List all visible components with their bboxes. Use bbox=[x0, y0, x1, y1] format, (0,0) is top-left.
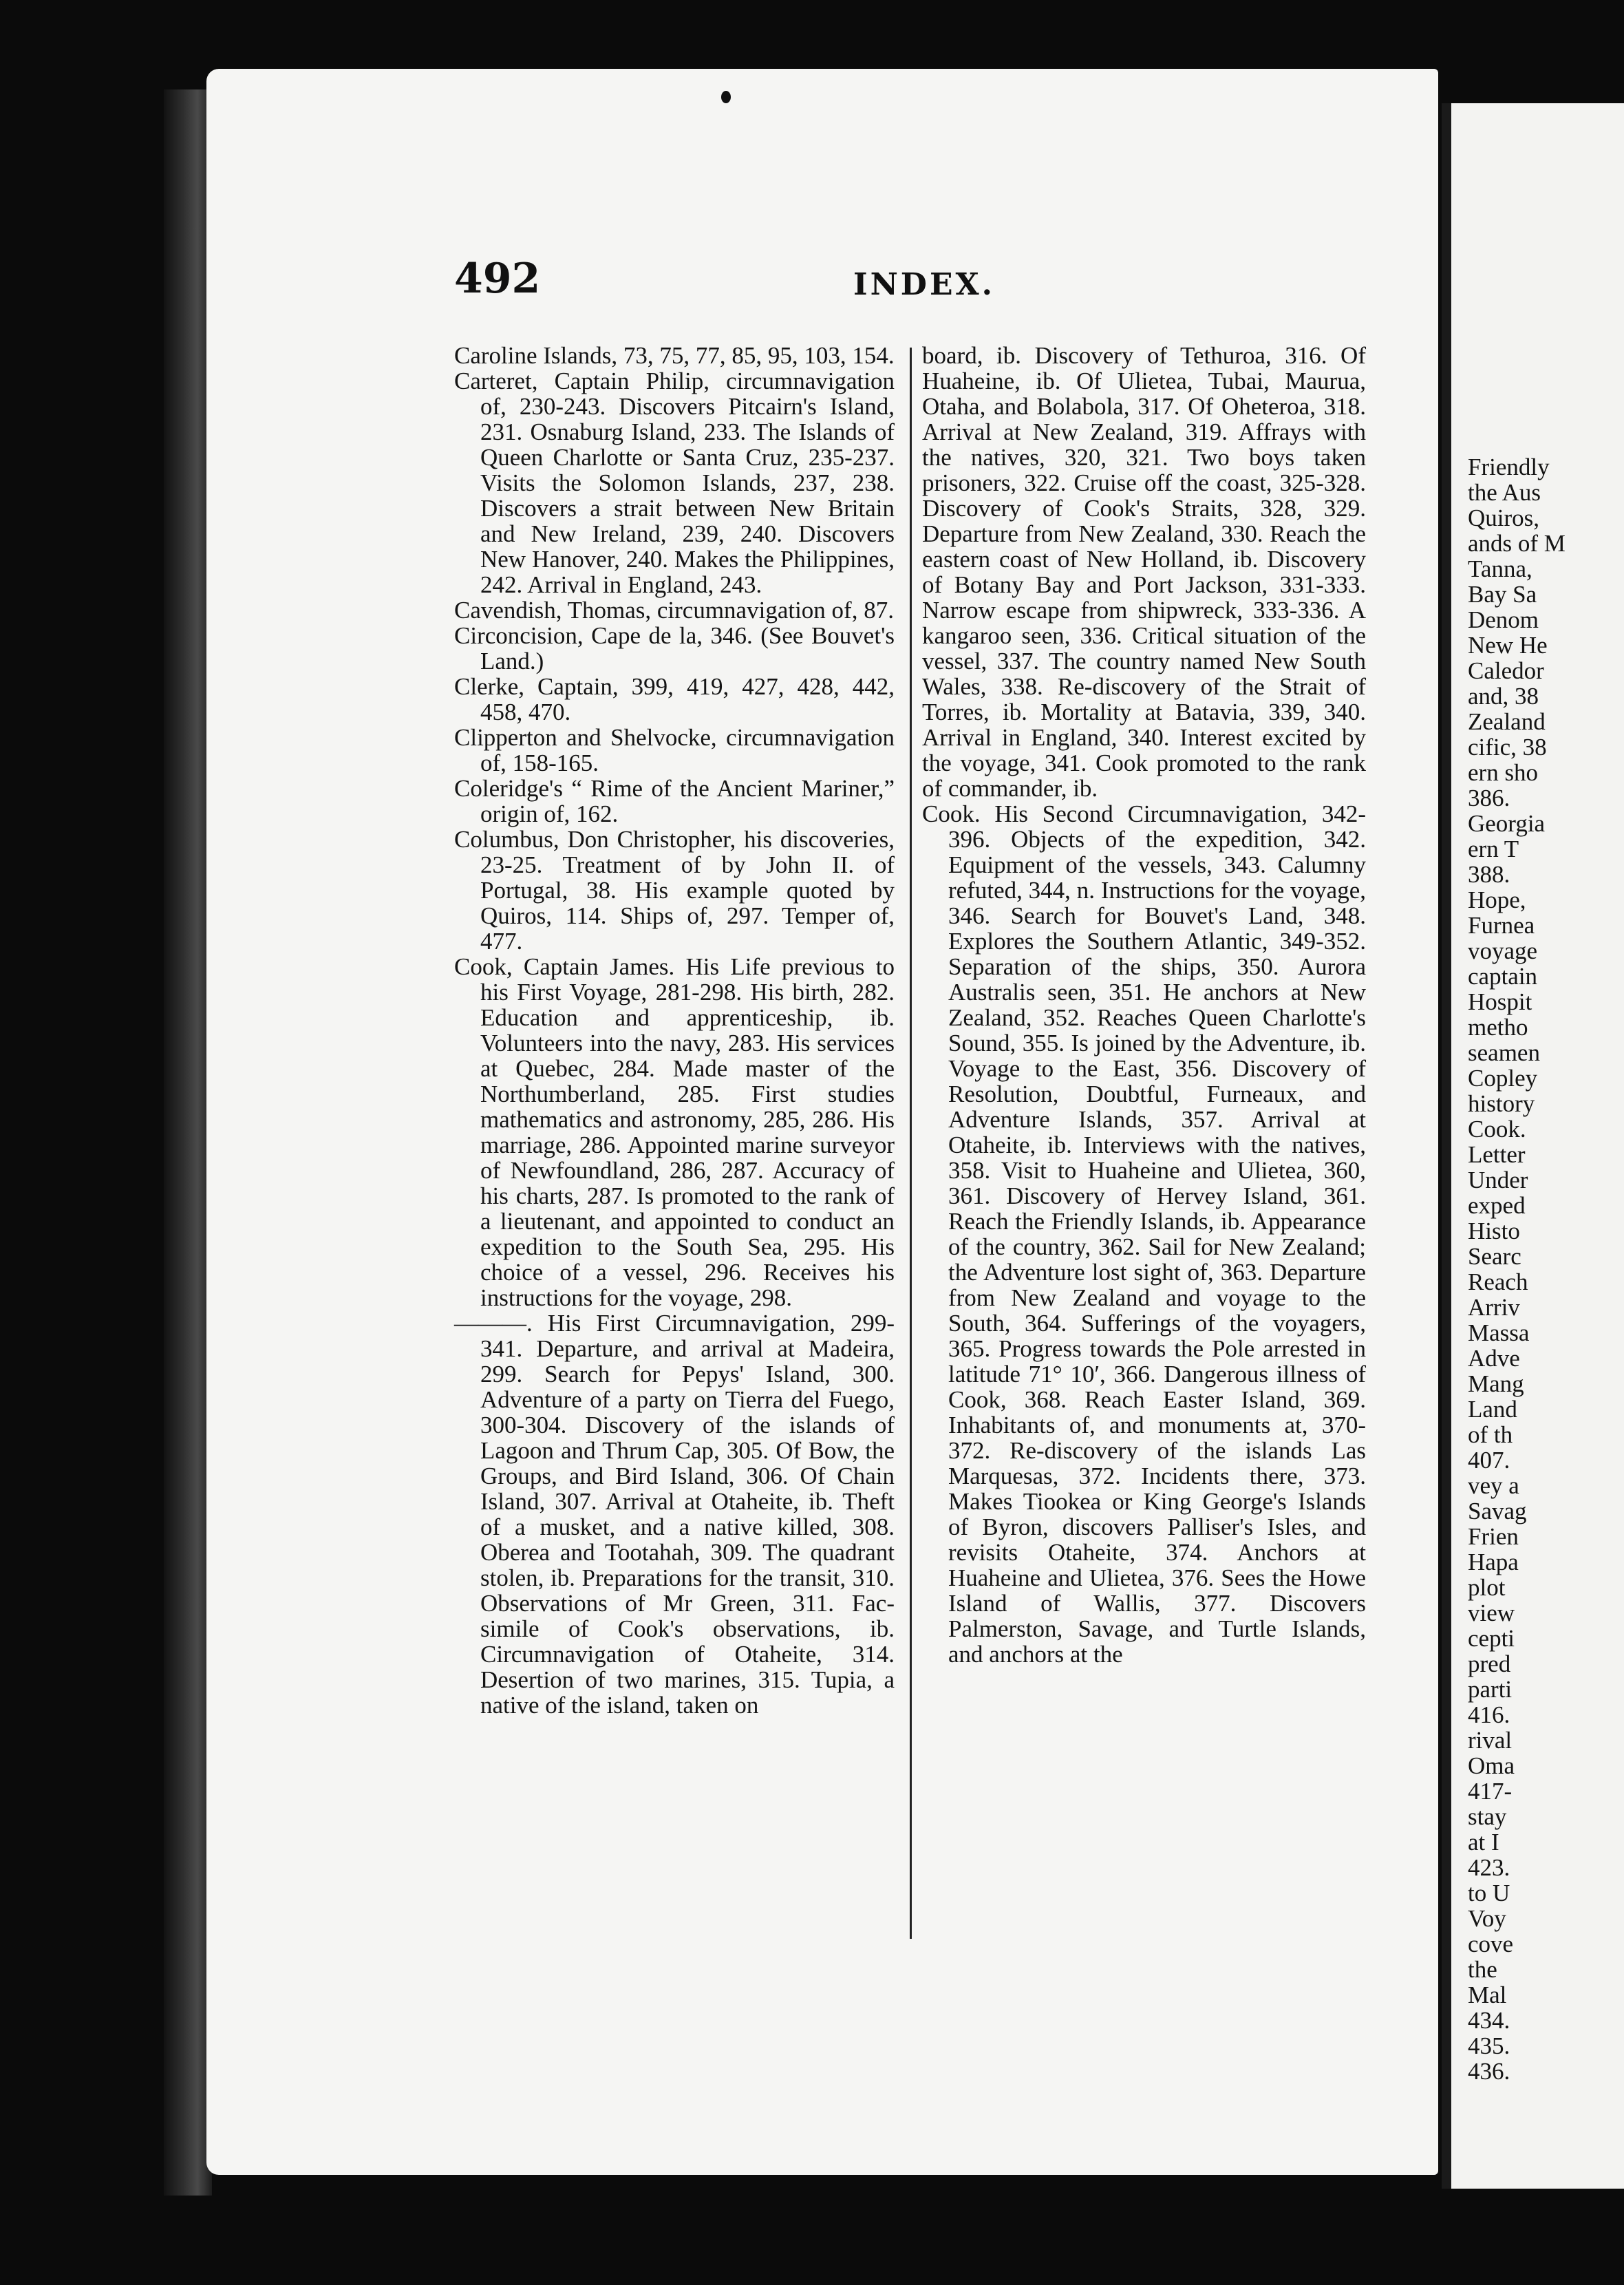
index-entry: Coleridge's “ Rime of the Ancient Mariner,” origin of, 162. bbox=[454, 775, 895, 827]
facing-page-line: Cook. bbox=[1468, 1116, 1526, 1142]
index-entry: Clerke, Captain, 399, 419, 427, 428, 442, 458, 470. bbox=[454, 673, 895, 725]
facing-page-line: 436. bbox=[1468, 2058, 1510, 2085]
facing-page-line: Searc bbox=[1468, 1243, 1521, 1270]
facing-page-line: Land bbox=[1468, 1396, 1517, 1423]
column-divider bbox=[910, 348, 912, 1939]
index-entry: Circoncision, Cape de la, 346. (See Bouvet's Land.) bbox=[454, 622, 895, 674]
index-entry: Caroline Islands, 73, 75, 77, 85, 95, 103, 154. bbox=[454, 342, 895, 369]
index-entry: Cavendish, Thomas, circumnavigation of, 87. bbox=[454, 597, 894, 624]
index-entry: Carteret, Captain Philip, circumnavigation of, 230-243. Discovers Pitcairn's Island, 231. Osnaburg Island, 233. The Islands of Queen Charlotte or Santa Cruz, 235-237. Visits the Solomon Islands, 237, 238. Discovers a strait between New Britain and New Ireland, 239, 240. Discovers New Hanover, 240. Makes the Philippines, 242. Arrival in England, 243. bbox=[454, 368, 895, 598]
facing-page-line: Oma bbox=[1468, 1752, 1515, 1779]
facing-page-line: plot bbox=[1468, 1574, 1506, 1601]
facing-page-line: Caledor bbox=[1468, 657, 1544, 684]
facing-page-line: Tanna, bbox=[1468, 555, 1532, 582]
facing-page-line: vey a bbox=[1468, 1472, 1519, 1499]
facing-page-line: Hospit bbox=[1468, 988, 1532, 1015]
facing-page-line: Voy bbox=[1468, 1905, 1506, 1932]
facing-page-line: the Aus bbox=[1468, 479, 1541, 506]
index-entry: ———. His First Circumnavigation, 299-341. Departure, and arrival at Madeira, 299. Search for Pepys' Island, 300. Adventure of a party on Tierra del Fuego, 300-304. Discovery of the islands of Lagoon and Thrum Cap, 305. Of Bow, the Groups, and Bird Island, 306. Of Chain Island, 307. Arrival at Otaheite, ib. Theft of a musket, and a native killed, 308. Oberea and Tootahah, 309. The quadrant stolen, ib. Preparations for the transit, 310. Observations of Mr Green, 311. Fac-simile of Cook's observations, ib. Circumnavigation of Otaheite, 314. Desertion of two marines, 315. Tupia, a native of the island, taken on bbox=[454, 1310, 895, 1719]
facing-page-line: ands of M bbox=[1468, 530, 1566, 557]
facing-page-line: 416. bbox=[1468, 1701, 1510, 1728]
facing-page-line: seamen bbox=[1468, 1039, 1540, 1066]
facing-page-line: rival bbox=[1468, 1727, 1513, 1754]
facing-page-line: Savag bbox=[1468, 1498, 1527, 1524]
facing-page-line: Mal bbox=[1468, 1981, 1507, 2008]
facing-page-line: Friendly bbox=[1468, 454, 1550, 480]
index-entry: Columbus, Don Christopher, his discoveries, 23-25. Treatment of by John II. of Portugal, 38. His example quoted by Quiros, 114. Ships of, 297. Temper of, 477. bbox=[454, 826, 895, 955]
facing-page-line: 386. bbox=[1468, 785, 1510, 811]
facing-page-line: Denom bbox=[1468, 606, 1539, 633]
facing-page-line: New He bbox=[1468, 632, 1548, 659]
facing-page-line: 434. bbox=[1468, 2007, 1510, 2034]
facing-page-line: history bbox=[1468, 1090, 1535, 1117]
facing-page-line: ern T bbox=[1468, 836, 1519, 862]
facing-page-line: of th bbox=[1468, 1421, 1513, 1448]
facing-page-line: Hapa bbox=[1468, 1549, 1519, 1575]
facing-page-line: pred bbox=[1468, 1650, 1511, 1677]
facing-page-line: Copley bbox=[1468, 1065, 1538, 1092]
facing-page-line: at I bbox=[1468, 1829, 1499, 1856]
facing-page-line: voyage bbox=[1468, 937, 1538, 964]
facing-page-line: 388. bbox=[1468, 861, 1510, 888]
running-head: INDEX. bbox=[853, 267, 995, 302]
facing-page-line: metho bbox=[1468, 1014, 1528, 1041]
facing-page-line: Mang bbox=[1468, 1370, 1524, 1397]
index-entry: Cook. His Second Circumnavigation, 342-396. Objects of the expedition, 342. Equipment of the vessels, 343. Calumny refuted, 344, n. Instructions for the voyage, 346. Search for Bouvet's Land, 348. Explores the Southern Atlantic, 349-352. Separation of the ships, 350. Aurora Australis seen, 351. He anchors at New Zealand, 352. Reaches Queen Charlotte's Sound, 355. Is joined by the Adventure, ib. Voyage to the East, 356. Discovery of Resolution, Doubtful, Furneaux, and Adventure Islands, 357. Arrival at Otaheite, ib. Interviews with the natives, 358. Visit to Huaheine and Ulietea, 360, 361. Discovery of Hervey Island, 361. Reach the Friendly Islands, ib. Appearance of the country, 362. Sail for New Zealand; the Adventure lost sight of, 363. Departure from New Zealand and voyage to the South, 364. Sufferings of the voyagers, 365. Progress towards the Pole arrested in latitude 71° 10′, 366. Dangerous illness of Cook, 368. Reach Easter Island, 369. Inhabitants of, and monuments at, 370-372. Re-discovery of the islands Las Marquesas, 372. Incidents there, 373. Makes Tiookea or King George's Islands of Byron, discovers Palliser's Isles, and revisits Otaheite, 374. Anchors at Huaheine and Ulietea, 376. Sees the Howe Island of Wallis, 377. Discovers Palmerston, Savage, and Turtle Islands, and anchors at the bbox=[922, 800, 1366, 1668]
facing-page-line: 407. bbox=[1468, 1447, 1510, 1474]
facing-page-line: Furnea bbox=[1468, 912, 1535, 939]
facing-page-line: view bbox=[1468, 1600, 1515, 1626]
facing-page bbox=[1442, 103, 1624, 2189]
facing-page-line: parti bbox=[1468, 1676, 1513, 1703]
facing-page-line: stay bbox=[1468, 1803, 1507, 1830]
index-column-middle bbox=[922, 343, 1366, 1667]
facing-page-line: 435. bbox=[1468, 2032, 1510, 2059]
facing-page-line: Histo bbox=[1468, 1218, 1520, 1244]
facing-page-line: Georgia bbox=[1468, 810, 1546, 837]
facing-page-line: Under bbox=[1468, 1167, 1528, 1193]
facing-page-line: cepti bbox=[1468, 1625, 1515, 1652]
facing-page-line: Adve bbox=[1468, 1345, 1520, 1372]
page-number: 492 bbox=[454, 255, 541, 303]
facing-page-line: and, 38 bbox=[1468, 683, 1539, 710]
facing-page-line: Hope, bbox=[1468, 886, 1526, 913]
facing-page-line: cific, 38 bbox=[1468, 734, 1547, 761]
facing-page-line: the bbox=[1468, 1956, 1497, 1983]
facing-page-line: Letter bbox=[1468, 1141, 1526, 1168]
facing-page-line: cove bbox=[1468, 1931, 1514, 1957]
facing-page-line: Reach bbox=[1468, 1268, 1528, 1295]
ink-dot bbox=[721, 91, 731, 103]
book-binding bbox=[164, 89, 212, 2196]
facing-page-line: Frien bbox=[1468, 1523, 1519, 1550]
index-entry: board, ib. Discovery of Tethuroa, 316. Of Huaheine, ib. Of Ulietea, Tubai, Maurua, Otaha, and Bolabola, 317. Of Oheteroa, 318. Arrival at New Zealand, 319. Affrays with the natives, 320, 321. Two boys taken prisoners, 322. Cruise off the coast, 325-328. Discovery of Cook's Straits, 328, 329. Departure from New Zealand, 330. Reach the eastern coast of New Holland, ib. Discovery of Botany Bay and Port Jackson, 331-333. Narrow escape from shipwreck, 333-336. A kangaroo seen, 336. Critical situation of the vessel, 337. The country named New South Wales, 338. Re-discovery of the Strait of Torres, ib. Mortality at Batavia, 339, 340. Arrival in England, 340. Interest excited by the voyage, 341. Cook promoted to the rank of commander, ib. bbox=[922, 342, 1366, 802]
index-entry: Clipperton and Shelvocke, circumnavigation of, 158-165. bbox=[454, 724, 895, 776]
facing-page-line: to U bbox=[1468, 1880, 1510, 1906]
facing-page-line: ern sho bbox=[1468, 759, 1539, 786]
facing-page-line: 423. bbox=[1468, 1854, 1510, 1881]
index-column-left bbox=[454, 343, 895, 1718]
facing-page-line: exped bbox=[1468, 1192, 1526, 1219]
facing-page-line: Bay Sa bbox=[1468, 581, 1537, 608]
facing-page-line: Massa bbox=[1468, 1319, 1530, 1346]
facing-page-line: captain bbox=[1468, 963, 1538, 990]
index-entry: Cook, Captain James. His Life previous to his First Voyage, 281-298. His birth, 282. Education and apprenticeship, ib. Volunteers into the navy, 283. His services at Quebec, 284. Made master of the Northumberland, 285. First studies mathematics and astronomy, 285, 286. His marriage, 286. Appointed marine surveyor of Newfoundland, 286, 287. Accuracy of his charts, 287. Is promoted to the rank of a lieutenant, and appointed to conduct an expedition to the South Sea, 295. His choice of a vessel, 296. Receives his instructions for the voyage, 298. bbox=[454, 953, 895, 1311]
facing-page-line: Arriv bbox=[1468, 1294, 1520, 1321]
facing-page-line: 417- bbox=[1468, 1778, 1513, 1805]
facing-page-text bbox=[1468, 454, 1566, 2084]
facing-page-line: Zealand bbox=[1468, 708, 1546, 735]
facing-page-line: Quiros, bbox=[1468, 504, 1540, 531]
